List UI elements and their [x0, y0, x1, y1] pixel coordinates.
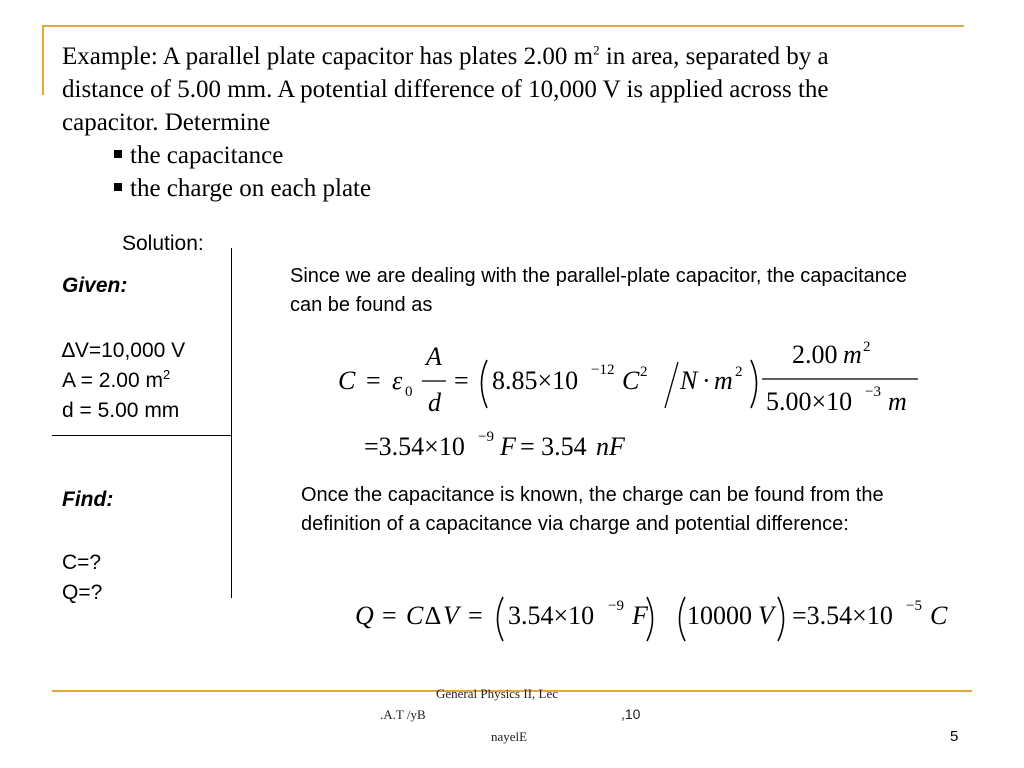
svg-text:−5: −5	[906, 598, 922, 614]
svg-text:= 3.54: = 3.54	[520, 432, 587, 461]
problem-statement	[62, 40, 962, 205]
problem-bullets	[62, 139, 962, 205]
svg-text:C: C	[338, 366, 356, 395]
svg-text:8.85×10: 8.85×10	[492, 366, 579, 395]
footer-lecture-number: ,10	[621, 706, 641, 722]
page-number: 5	[950, 728, 959, 745]
svg-text:m: m	[714, 366, 733, 395]
svg-text:−9: −9	[478, 429, 494, 445]
square-bullet-icon	[114, 150, 122, 158]
svg-text:nF: nF	[596, 432, 625, 461]
svg-text:=: =	[366, 366, 381, 395]
svg-text:Q: Q	[355, 601, 374, 630]
svg-text:ε: ε	[392, 366, 403, 395]
svg-text:−12: −12	[591, 362, 615, 378]
svg-text:m: m	[888, 387, 907, 416]
svg-text:d: d	[428, 388, 441, 417]
svg-text:=3.54×10: =3.54×10	[364, 432, 465, 461]
square-bullet-icon	[114, 183, 122, 191]
explanation-capacitance: Since we are dealing with the parallel-plate capacitor, the capacitance can be found as	[290, 265, 908, 316]
bullet-capacitance: the capacitance	[114, 139, 962, 172]
svg-text:2: 2	[735, 364, 743, 380]
find-charge: Q=?	[62, 581, 103, 604]
svg-text:=: =	[382, 601, 397, 630]
explanation-charge: Once the capacitance is known, the charge can be found from the definition of a capacitance via charge and potential difference:	[301, 484, 884, 535]
svg-text:C: C	[406, 601, 424, 630]
svg-text:10000: 10000	[687, 601, 752, 630]
given-list	[62, 336, 185, 426]
svg-text:=3.54×10: =3.54×10	[792, 601, 893, 630]
given-title: Given:	[62, 274, 128, 297]
svg-text:0: 0	[405, 384, 413, 400]
given-voltage: ∆V=10,000 V	[62, 339, 186, 362]
svg-text:=: =	[468, 601, 483, 630]
svg-text:−3: −3	[865, 384, 881, 400]
svg-text:m: m	[843, 340, 862, 369]
footer-author-initials: .A.T /yB	[380, 707, 426, 722]
solution-label: Solution:	[122, 232, 204, 255]
svg-text:C: C	[622, 366, 640, 395]
left-accent-rule	[42, 25, 44, 95]
svg-text:∆: ∆	[425, 601, 441, 630]
svg-text:A: A	[426, 342, 442, 371]
svg-text:F: F	[500, 432, 516, 461]
footer-course: General Physics II, Lec	[436, 686, 559, 701]
capacitance-equation	[330, 338, 950, 468]
find-capacitance: C=?	[62, 551, 102, 574]
top-accent-rule	[42, 25, 964, 27]
svg-text:N: N	[680, 366, 698, 395]
find-list	[62, 548, 102, 608]
given-area: A = 2.00 $m^2$	[62, 367, 171, 392]
svg-text:5.00×10: 5.00×10	[766, 387, 853, 416]
svg-text:·: ·	[702, 366, 711, 395]
svg-text:3.54×10: 3.54×10	[508, 601, 595, 630]
problem-line-2: distance of 5.00 mm. A potential difference of 10,000 V is applied across the	[62, 76, 829, 103]
divider-vertical	[231, 248, 232, 598]
svg-text:C: C	[930, 601, 948, 630]
problem-line-3: capacitor. Determine	[62, 109, 271, 136]
charge-equation	[340, 588, 990, 648]
find-title: Find:	[62, 488, 114, 511]
svg-text:2: 2	[863, 339, 871, 355]
svg-text:F: F	[632, 601, 648, 630]
problem-line-1: Example: A parallel plate capacitor has plates 2.00 $m^2$ in area, separated by a	[62, 42, 829, 70]
svg-text:=: =	[454, 366, 469, 395]
svg-text:−9: −9	[608, 598, 624, 614]
bullet-charge: the charge on each plate	[114, 172, 962, 205]
svg-text:V: V	[443, 601, 459, 630]
given-distance: d = 5.00 mm	[62, 399, 180, 422]
divider-horizontal	[52, 435, 232, 436]
footer-author-name: nayelE	[491, 729, 528, 744]
svg-text:2.00: 2.00	[792, 340, 838, 369]
svg-text:V: V	[758, 601, 774, 630]
svg-text:2: 2	[640, 364, 648, 380]
